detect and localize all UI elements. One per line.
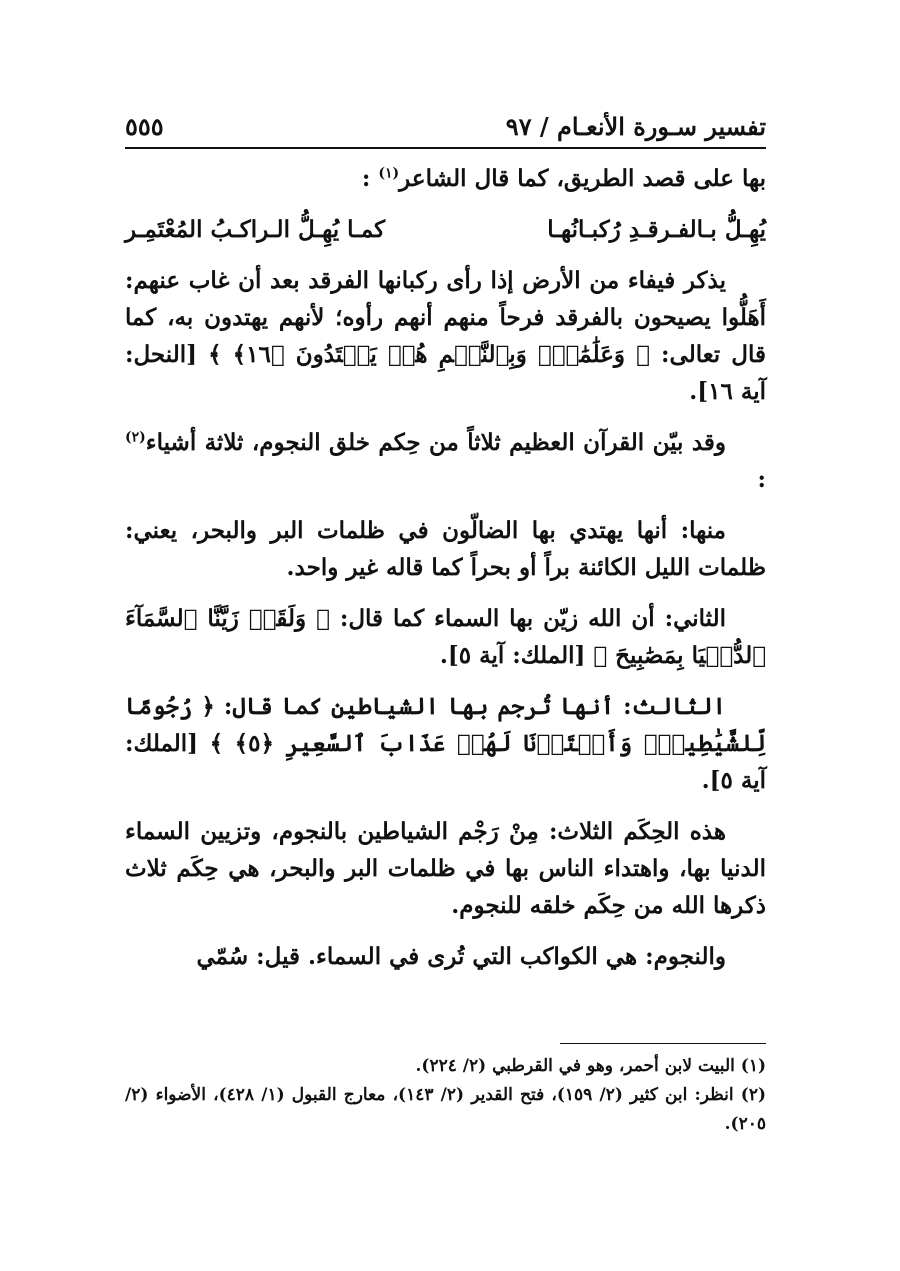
quran-reference-nahl: [النحل: آية ١٦]. (125, 341, 766, 405)
quran-verse-mulk-5b: ﴿ رُجُومًا لِّلشَّيَٰطِينِۖ وَأَعۡتَدۡنَا لَهُمۡ عَذَابَ ٱلسَّعِيرِ ﴿٥﴾ ﴾ (125, 693, 766, 757)
paragraph-1-colon: : (361, 165, 371, 192)
page-number: ٥٥٥ (125, 112, 164, 141)
quran-verse-nahl-16: ﴿ وَعَلَٰمَٰتٍۚ وَبِٱلنَّجۡمِ هُمۡ يَهۡتَدُونَ ﴿١٦﴾ ﴾ (208, 341, 650, 368)
footnote-ref-2: (٢) (125, 429, 146, 446)
paragraph-7-text: هذه الحِكَم الثلاث: مِنْ رَجْم الشياطين بالنجوم، وتزيين السماء الدنيا بها، واهتداء الناس بها في ظلمات البر والبحر، هي حِكَم ثلاث ذكرها الله من حِكَم خلقه للنجوم. (125, 818, 766, 919)
main-text (125, 160, 766, 989)
quran-verse-mulk-5a: ﴿ وَلَقَدۡ زَيَّنَّا ٱلسَّمَآءَ ٱلدُّنۡيَا بِمَصَٰبِيحَ ﴾ (125, 605, 766, 669)
paragraph-8 (125, 938, 766, 975)
footnote-divider (560, 1043, 766, 1044)
header-divider (125, 147, 766, 149)
footnote-ref-1: (١) (378, 165, 400, 182)
quran-reference-mulk-a: [الملك: آية ٥]. (439, 642, 586, 669)
paragraph-4-text: منها: أنها يهتدي بها الضالّون في ظلمات البر والبحر، يعني: ظلمات الليل الكائنة براً أو بحراً كما قاله غير واحد. (125, 517, 766, 581)
paragraph-3 (125, 424, 766, 498)
paragraph-1-text: بها على قصد الطريق، كما قال الشاعر (399, 165, 766, 192)
paragraph-5-text: الثاني: أن الله زيّن بها السماء كما قال: (339, 605, 726, 632)
footnote-1: (١) البيت لابن أحمر، وهو في القرطبي (٢/ ٢٢٤). (415, 1056, 766, 1076)
paragraph-5 (125, 600, 766, 674)
paragraph-2-text: يذكر فيفاء من الأرض إذا رأى ركبانها الفرقد بعد أن غاب عنهم: أَهَلُّوا يصيحون بالفرقد فرحاً منهم أنهم رأوه؛ لأنهم يهتدون به، كما قال تعالى: (125, 267, 766, 368)
paragraph-2 (125, 262, 766, 410)
paragraph-6 (125, 688, 766, 799)
verse-first-hemistich: يُهِـلُّ بـالفـرقـدِ رُكبـانُهـا (547, 216, 766, 243)
paragraph-7 (125, 813, 766, 924)
poetry-verse (125, 211, 766, 248)
footnote-2: (٢) انظر: ابن كثير (٢/ ١٥٩)، فتح القدير (٢/ ١٤٣)، معارج القبول (١/ ٤٢٨)، الأضواء (٢/ ٢٠٥). (125, 1085, 766, 1134)
paragraph-8-text: والنجوم: هي الكواكب التي تُرى في السماء. قيل: سُمّي (196, 943, 726, 970)
paragraph-3-colon: : (757, 466, 766, 493)
page-header (125, 110, 766, 150)
paragraph-3-text: وقد بيّن القرآن العظيم ثلاثاً من حِكم خلق النجوم، ثلاثة أشياء (145, 429, 726, 456)
paragraph-6-text: الثالث: أنها تُرجم بها الشياطين كما قال: (223, 693, 727, 720)
quran-reference-mulk-b: [الملك: آية ٥]. (125, 730, 766, 794)
running-title: تفسير سـورة الأنعـام / ٩٧ (505, 112, 766, 141)
paragraph-1 (125, 160, 766, 197)
verse-second-hemistich: كمـا يُهِـلُّ الـراكـبُ المُعْتَمِـر (125, 216, 386, 243)
footnotes (125, 1052, 766, 1139)
paragraph-4 (125, 512, 766, 586)
